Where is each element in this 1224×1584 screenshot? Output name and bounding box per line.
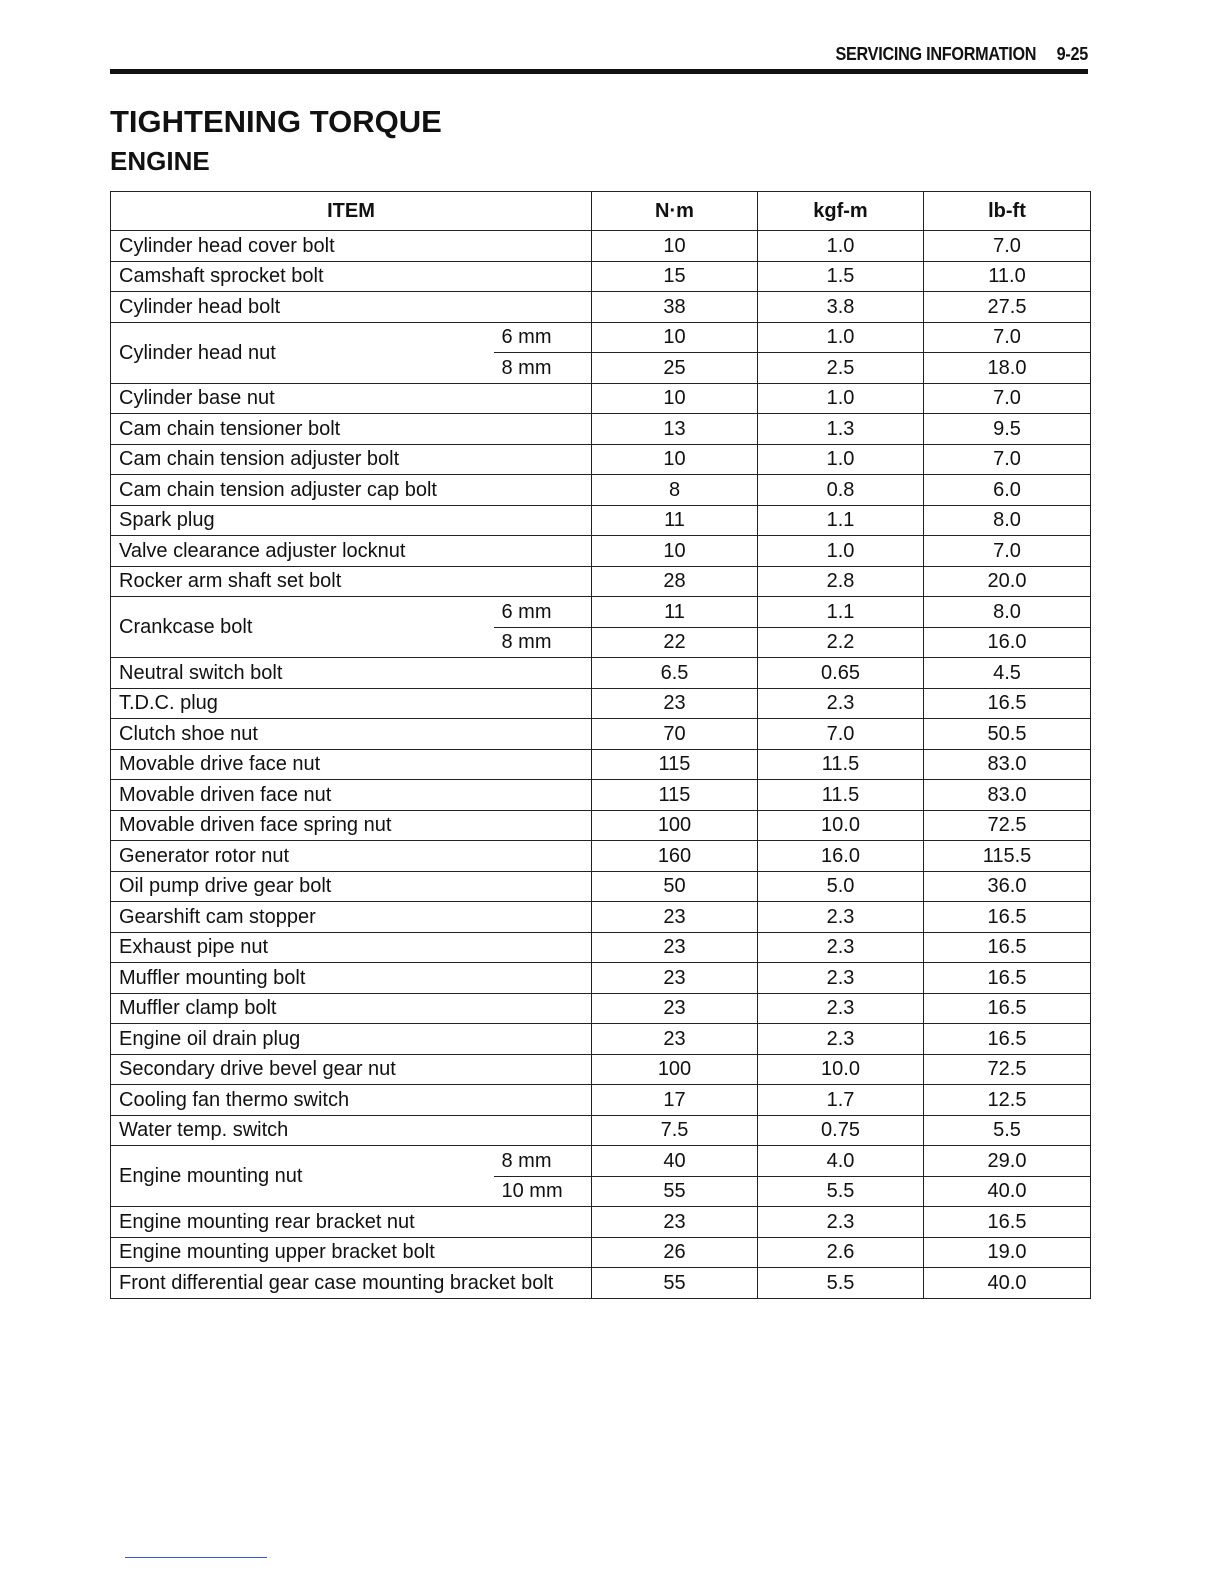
lbft-cell: 27.5 [924,292,1091,323]
item-cell: Gearshift cam stopper [111,902,592,933]
item-cell: Front differential gear case mounting bracket bolt [111,1268,592,1299]
nm-cell: 50 [592,871,758,902]
lbft-cell: 9.5 [924,414,1091,445]
nm-cell: 23 [592,932,758,963]
kgfm-cell: 2.2 [758,627,924,658]
table-row [111,1085,1091,1116]
kgfm-cell: 1.5 [758,261,924,292]
table-row [111,688,1091,719]
kgfm-cell: 1.0 [758,536,924,567]
lbft-cell: 7.0 [924,231,1091,262]
lbft-cell: 7.0 [924,322,1091,353]
nm-cell: 23 [592,688,758,719]
item-cell: Engine mounting nut [111,1146,494,1207]
kgfm-cell: 5.5 [758,1176,924,1207]
nm-cell: 17 [592,1085,758,1116]
table-row [111,780,1091,811]
table-row [111,536,1091,567]
nm-cell: 100 [592,810,758,841]
nm-cell: 55 [592,1268,758,1299]
kgfm-cell: 1.7 [758,1085,924,1116]
item-cell: Cam chain tensioner bolt [111,414,592,445]
table-row [111,932,1091,963]
lbft-cell: 16.5 [924,993,1091,1024]
size-cell: 8 mm [494,1146,592,1177]
table-header-row [111,192,1091,231]
lbft-cell: 36.0 [924,871,1091,902]
table-row [111,658,1091,689]
lbft-cell: 29.0 [924,1146,1091,1177]
item-cell: Engine oil drain plug [111,1024,592,1055]
item-cell: Cylinder head cover bolt [111,231,592,262]
nm-cell: 23 [592,963,758,994]
column-header-lbft: lb-ft [924,192,1091,231]
table-row [111,1207,1091,1238]
kgfm-cell: 2.3 [758,688,924,719]
table-row [111,871,1091,902]
kgfm-cell: 2.3 [758,1207,924,1238]
kgfm-cell: 1.0 [758,231,924,262]
lbft-cell: 16.5 [924,902,1091,933]
kgfm-cell: 0.75 [758,1115,924,1146]
nm-cell: 100 [592,1054,758,1085]
item-cell: Muffler clamp bolt [111,993,592,1024]
kgfm-cell: 4.0 [758,1146,924,1177]
nm-cell: 13 [592,414,758,445]
item-cell: Spark plug [111,505,592,536]
lbft-cell: 6.0 [924,475,1091,506]
lbft-cell: 83.0 [924,780,1091,811]
kgfm-cell: 1.0 [758,444,924,475]
lbft-cell: 16.0 [924,627,1091,658]
lbft-cell: 4.5 [924,658,1091,689]
nm-cell: 40 [592,1146,758,1177]
item-cell: Cooling fan thermo switch [111,1085,592,1116]
nm-cell: 25 [592,353,758,384]
kgfm-cell: 10.0 [758,810,924,841]
page-number: 9-25 [1056,44,1088,64]
table-row [111,322,1091,353]
item-cell: Engine mounting upper bracket bolt [111,1237,592,1268]
nm-cell: 115 [592,780,758,811]
size-cell: 8 mm [494,627,592,658]
table-row [111,1115,1091,1146]
lbft-cell: 20.0 [924,566,1091,597]
lbft-cell: 8.0 [924,505,1091,536]
kgfm-cell: 0.65 [758,658,924,689]
item-cell: Cylinder base nut [111,383,592,414]
nm-cell: 10 [592,383,758,414]
kgfm-cell: 1.3 [758,414,924,445]
table-row [111,231,1091,262]
item-cell: Camshaft sprocket bolt [111,261,592,292]
table-row [111,719,1091,750]
nm-cell: 23 [592,993,758,1024]
column-header-nm: N·m [592,192,758,231]
lbft-cell: 5.5 [924,1115,1091,1146]
table-row [111,292,1091,323]
nm-cell: 10 [592,444,758,475]
kgfm-cell: 1.1 [758,597,924,628]
lbft-cell: 8.0 [924,597,1091,628]
nm-cell: 10 [592,322,758,353]
table-row [111,841,1091,872]
table-row [111,902,1091,933]
lbft-cell: 40.0 [924,1268,1091,1299]
size-cell: 6 mm [494,322,592,353]
kgfm-cell: 2.3 [758,932,924,963]
nm-cell: 22 [592,627,758,658]
table-row [111,1268,1091,1299]
kgfm-cell: 1.0 [758,383,924,414]
table-row [111,963,1091,994]
lbft-cell: 18.0 [924,353,1091,384]
item-cell: Exhaust pipe nut [111,932,592,963]
lbft-cell: 19.0 [924,1237,1091,1268]
kgfm-cell: 5.0 [758,871,924,902]
table-row [111,597,1091,628]
size-cell: 10 mm [494,1176,592,1207]
kgfm-cell: 3.8 [758,292,924,323]
nm-cell: 8 [592,475,758,506]
item-cell: Movable drive face nut [111,749,592,780]
column-header-item: ITEM [111,192,592,231]
nm-cell: 23 [592,1024,758,1055]
lbft-cell: 72.5 [924,810,1091,841]
item-cell: Crankcase bolt [111,597,494,658]
kgfm-cell: 16.0 [758,841,924,872]
torque-table [110,191,1091,1299]
nm-cell: 6.5 [592,658,758,689]
kgfm-cell: 2.3 [758,963,924,994]
nm-cell: 28 [592,566,758,597]
footer-mark [125,1557,267,1558]
lbft-cell: 72.5 [924,1054,1091,1085]
nm-cell: 10 [592,231,758,262]
item-cell: Cam chain tension adjuster bolt [111,444,592,475]
nm-cell: 115 [592,749,758,780]
lbft-cell: 16.5 [924,963,1091,994]
nm-cell: 11 [592,597,758,628]
item-cell: Engine mounting rear bracket nut [111,1207,592,1238]
item-cell: T.D.C. plug [111,688,592,719]
running-header [208,44,1088,68]
table-row [111,1054,1091,1085]
item-cell: Valve clearance adjuster locknut [111,536,592,567]
column-header-kgfm: kgf-m [758,192,924,231]
nm-cell: 15 [592,261,758,292]
lbft-cell: 115.5 [924,841,1091,872]
item-cell: Cylinder head nut [111,322,494,383]
table-row [111,1024,1091,1055]
table-body [111,231,1091,1299]
lbft-cell: 50.5 [924,719,1091,750]
item-cell: Clutch shoe nut [111,719,592,750]
item-cell: Cam chain tension adjuster cap bolt [111,475,592,506]
page-title: TIGHTENING TORQUE [110,104,442,139]
kgfm-cell: 2.3 [758,1024,924,1055]
item-cell: Rocker arm shaft set bolt [111,566,592,597]
nm-cell: 160 [592,841,758,872]
kgfm-cell: 2.6 [758,1237,924,1268]
kgfm-cell: 2.3 [758,902,924,933]
kgfm-cell: 7.0 [758,719,924,750]
lbft-cell: 16.5 [924,688,1091,719]
nm-cell: 7.5 [592,1115,758,1146]
table-row [111,1237,1091,1268]
table-row [111,383,1091,414]
table-row [111,444,1091,475]
nm-cell: 23 [592,902,758,933]
lbft-cell: 16.5 [924,1207,1091,1238]
table-row [111,566,1091,597]
item-cell: Movable driven face spring nut [111,810,592,841]
nm-cell: 23 [592,1207,758,1238]
kgfm-cell: 2.5 [758,353,924,384]
item-cell: Cylinder head bolt [111,292,592,323]
lbft-cell: 16.5 [924,1024,1091,1055]
section-subtitle: ENGINE [110,146,210,176]
kgfm-cell: 1.0 [758,322,924,353]
lbft-cell: 7.0 [924,383,1091,414]
kgfm-cell: 1.1 [758,505,924,536]
kgfm-cell: 0.8 [758,475,924,506]
nm-cell: 11 [592,505,758,536]
kgfm-cell: 2.8 [758,566,924,597]
nm-cell: 55 [592,1176,758,1207]
lbft-cell: 7.0 [924,444,1091,475]
table-row [111,1146,1091,1177]
lbft-cell: 16.5 [924,932,1091,963]
item-cell: Water temp. switch [111,1115,592,1146]
size-cell: 6 mm [494,597,592,628]
lbft-cell: 11.0 [924,261,1091,292]
lbft-cell: 7.0 [924,536,1091,567]
table-row [111,475,1091,506]
lbft-cell: 83.0 [924,749,1091,780]
lbft-cell: 12.5 [924,1085,1091,1116]
item-cell: Neutral switch bolt [111,658,592,689]
table-row [111,505,1091,536]
item-cell: Generator rotor nut [111,841,592,872]
item-cell: Oil pump drive gear bolt [111,871,592,902]
table-row [111,993,1091,1024]
table-row [111,810,1091,841]
item-cell: Secondary drive bevel gear nut [111,1054,592,1085]
nm-cell: 26 [592,1237,758,1268]
size-cell: 8 mm [494,353,592,384]
nm-cell: 10 [592,536,758,567]
section-title: SERVICING INFORMATION [835,44,1037,64]
kgfm-cell: 11.5 [758,780,924,811]
table-row [111,749,1091,780]
kgfm-cell: 11.5 [758,749,924,780]
table-row [111,261,1091,292]
item-cell: Muffler mounting bolt [111,963,592,994]
nm-cell: 70 [592,719,758,750]
kgfm-cell: 2.3 [758,993,924,1024]
item-cell: Movable driven face nut [111,780,592,811]
lbft-cell: 40.0 [924,1176,1091,1207]
table-row [111,414,1091,445]
header-rule [110,69,1088,74]
kgfm-cell: 5.5 [758,1268,924,1299]
kgfm-cell: 10.0 [758,1054,924,1085]
nm-cell: 38 [592,292,758,323]
